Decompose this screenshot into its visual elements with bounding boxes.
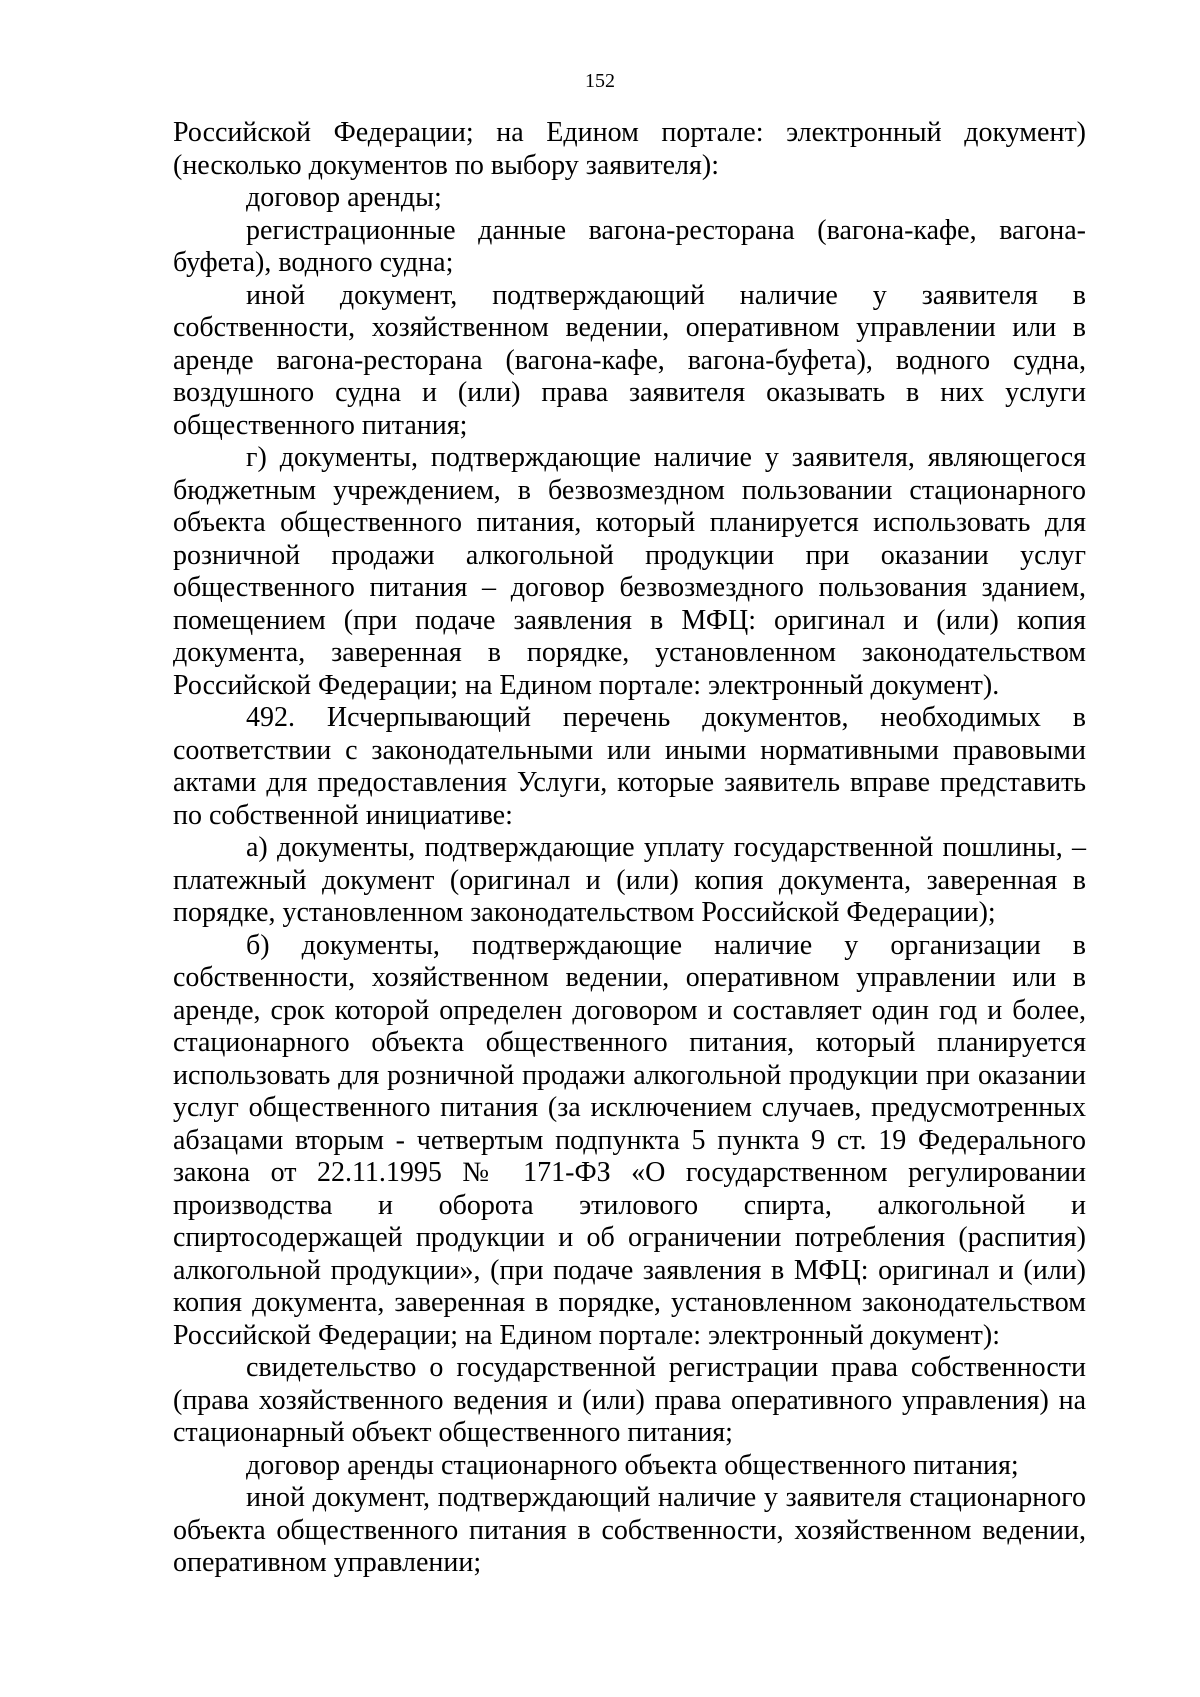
- paragraph: б) документы, подтверждающие наличие у организации в собственности, хозяйственном ведении, оперативном управлении или в аренде, срок которой определен договором и составляет один год и более, стационарного объекта общественного питания, который планируется использовать для розничной продажи алкогольной продукции при оказании услуг общественного питания (за исключением случаев, предусмотренных абзацами вторым - четвертым подпункта 5 пункта 9 ст. 19 Федерального закона от 22.11.1995 № 171-ФЗ «О государственном регулировании производства и оборота этилового спирта, алкогольной и спиртосодержащей продукции и об ограничении потребления (распития) алкогольной продукции», (при подаче заявления в МФЦ: оригинал и (или) копия документа, заверенная в порядке, установленном законодательством Российской Федерации; на Едином портале: электронный документ):: [173, 929, 1086, 1351]
- page-number: 152: [585, 70, 615, 92]
- paragraph: договор аренды;: [246, 182, 442, 213]
- paragraph: свидетельство о государственной регистрации права собственности (права хозяйственного ведения и (или) права оперативного управления) на стационарный объект общественного питания;: [173, 1352, 1086, 1448]
- paragraph: регистрационные данные вагона-ресторана (вагона-кафе, вагона-буфета), водного судна;: [173, 214, 1086, 278]
- paragraph: а) документы, подтверждающие уплату государственной пошлины, – платежный документ (оригинал и (или) копия документа, заверенная в порядке, установленном законодательством Российской Федерации);: [173, 832, 1086, 928]
- document-body: [173, 117, 1086, 1580]
- paragraph: Российской Федерации; на Едином портале: электронный документ) (несколько документов по выбору заявителя):: [173, 117, 1086, 181]
- paragraph: 492. Исчерпывающий перечень документов, необходимых в соответствии с законодательными или иными нормативными правовыми актами для предоставления Услуги, которые заявитель вправе представить по собственной инициативе:: [173, 702, 1086, 831]
- paragraph: иной документ, подтверждающий наличие у заявителя стационарного объекта общественного питания в собственности, хозяйственном ведении, оперативном управлении;: [173, 1482, 1086, 1578]
- paragraph: иной документ, подтверждающий наличие у заявителя в собственности, хозяйственном ведении, оперативном управлении или в аренде вагона-ресторана (вагона-кафе, вагона-буфета), водного судна, воздушного судна и (или) права заявителя оказывать в них услуги общественного питания;: [173, 279, 1086, 441]
- paragraph: г) документы, подтверждающие наличие у заявителя, являющегося бюджетным учреждением, в безвозмездном пользовании стационарного объекта общественного питания, который планируется использовать для розничной продажи алкогольной продукции при оказании услуг общественного питания – договор безвозмездного пользования зданием, помещением (при подаче заявления в МФЦ: оригинал и (или) копия документа, заверенная в порядке, установленном законодательством Российской Федерации; на Едином портале: электронный документ).: [173, 442, 1086, 701]
- paragraph: договор аренды стационарного объекта общественного питания;: [246, 1449, 1019, 1481]
